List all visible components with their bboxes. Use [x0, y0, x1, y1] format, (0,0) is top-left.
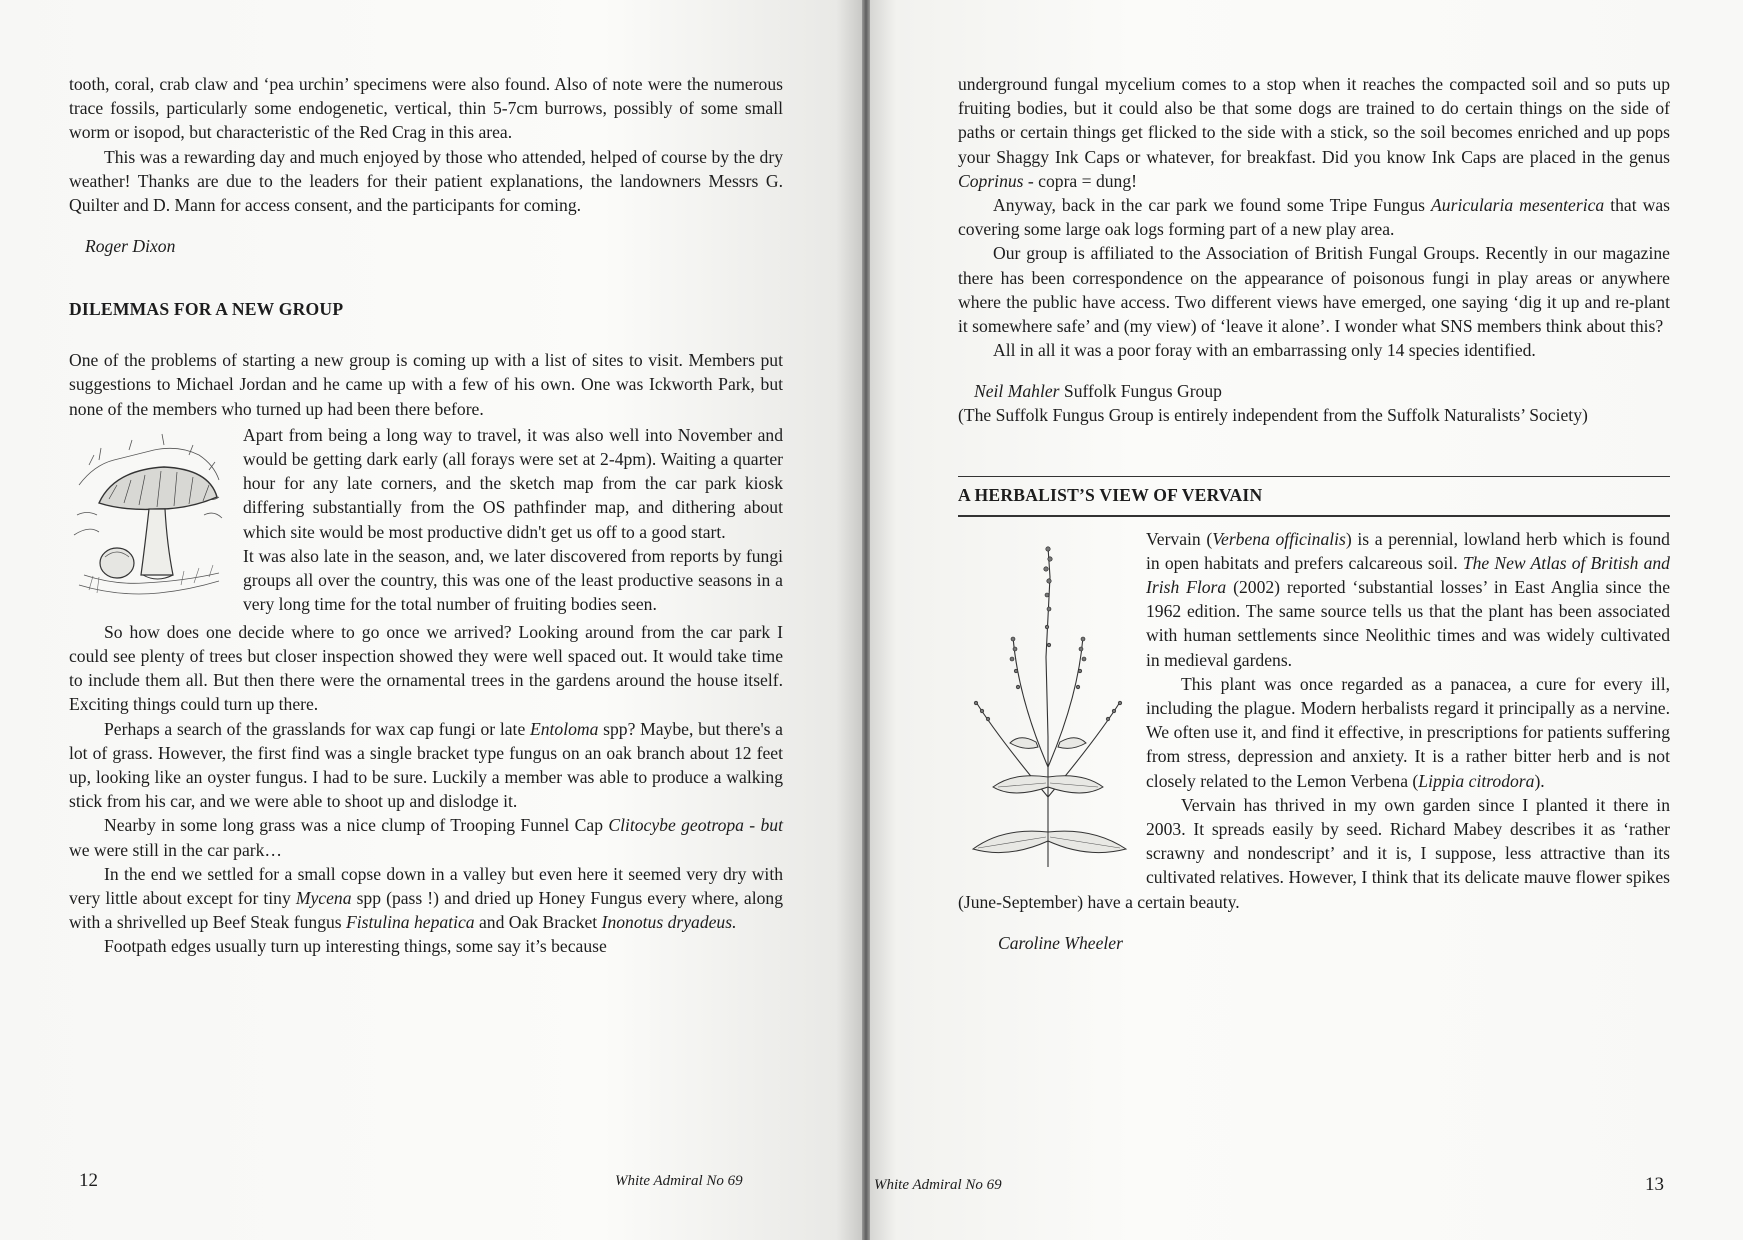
paragraph: This plant was once regarded as a panacea, a cure for every ill, including the plague. Modern herbalists regard it principally as a nervine. We often use it, and find it effective, in prescriptions for patients suffering from stress, depression and anxiety. It is a rather bitter herb and is not closely related to the Lemon Verbena (Lippia citrodora). [1146, 673, 1670, 791]
author-signature: Caroline Wheeler [998, 932, 1123, 953]
right-page [870, 0, 1743, 1240]
paragraph: Vervain (Verbena officinalis) is a perennial, lowland herb which is found in open habitats and prefers calcareous soil. The New Atlas of British and Irish Flora (2002) reported ‘substantial losses’ in East Anglia since the 1962 edition. The same source tells us that the plant has been associated with human settlements since Neolithic times and was widely cultivated in medieval gardens. [1146, 528, 1671, 670]
paragraph: In the end we settled for a small copse down in a valley but even here it seemed very dry with very little about except for tiny Mycena spp (pass !) and dried up Honey Fungus every where, along with a shrivelled up Beef Steak fungus Fistulina hepatica and Oak Bracket Inonotus dryadeus. [69, 863, 783, 933]
paragraph: Anyway, back in the car park we found some Tripe Fungus Auricularia mesenterica that was covering some large oak logs forming part of a new play area. [958, 195, 1670, 240]
mushroom-illustration [69, 425, 237, 620]
paragraph: underground fungal mycelium comes to a stop when it reaches the compacted soil and so puts up fruiting bodies, but it could also be that some dogs are trained to do certain things on the side of paths or certain things get flicked to the side with a stick, so the soil becomes enriched and up pops your Shaggy Ink Caps or whatever, for breakfast. Did you know Ink Caps are placed in the genus Coprinus - copra = dung! [958, 74, 1670, 191]
paragraph: Footpath edges usually turn up interesting things, some say it’s because [104, 936, 607, 957]
paragraph: Apart from being a long way to travel, it was also well into November and would be getting dark early (all forays were set at 2-4pm). Waiting a quarter hour for any late corners, and the sketch map from the car park kiosk differing substantially from the OS pathfinder map, and dithering about which site would be most productive didn't get us off to a good start. [243, 424, 783, 542]
paragraph: So how does one decide where to go once we arrived? Looking around from the car park I could see plenty of trees but closer inspection showed they were well spaced out. It would take time to include them all. But then there were the ornamental trees in the gardens around the house itself. Exciting things could turn up there. [69, 621, 783, 715]
paragraph: Perhaps a search of the grasslands for wax cap fungi or late Entoloma spp? Maybe, but there's a lot of grass. However, the first find was a single bracket type fungus on an oak branch about 12 feet up, looking like an oyster fungus. I had to be sure. Luckily a member was able to produce a walking stick from his car, and we were able to shoot up and dislodge it. [69, 718, 783, 812]
article-heading: DILEMMAS FOR A NEW GROUP [69, 299, 344, 320]
article-heading: A HERBALIST’S VIEW OF VERVAIN [958, 484, 1263, 505]
footer-magazine: White Admiral No 69 [615, 1173, 743, 1189]
right-page-text-column [958, 72, 1670, 955]
footer-magazine: White Admiral No 69 [874, 1177, 1002, 1193]
mushroom-sketch-icon [69, 425, 229, 605]
book-gutter [862, 0, 870, 1240]
paragraph: Nearby in some long grass was a nice clump of Trooping Funnel Cap Clitocybe geotropa - but we were still in the car park… [69, 815, 783, 860]
left-page-text-column [69, 72, 783, 959]
left-page [0, 0, 862, 1240]
paragraph: This was a rewarding day and much enjoyed by those who attended, helped of course by the dry weather! Thanks are due to the leaders for their patient explanations, the landowners Messrs G. Quilter and D. Mann for access consent, and the participants for coming. [69, 146, 783, 216]
paragraph: Vervain has thrived in my own garden since I planted it there in 2003. It spreads easily by seed. Richard Mabey describes it as ‘rather scrawny and nondescript’ and it is, I suppose, less attractive than its cultivated relatives. However, I think that its delicate mauve flower spikes (June-September) have a certain beauty. [958, 794, 1670, 912]
paragraph: All in all it was a poor foray with an embarrassing only 14 species identified. [993, 340, 1536, 361]
paragraph: It was also late in the season, and, we later discovered from reports by fungi groups all over the country, this was one of the least productive seasons in a very long time for the total number of fruiting bodies seen. [243, 545, 783, 615]
editor-note: (The Suffolk Fungus Group is entirely independent from the Suffolk Naturalists’ Society) [958, 405, 1588, 426]
author-signature: Neil Mahler Suffolk Fungus Group [974, 381, 1222, 402]
vervain-plant-icon [958, 537, 1138, 867]
author-signature: Roger Dixon [85, 236, 176, 257]
page-number: 13 [1645, 1174, 1664, 1195]
paragraph: One of the problems of starting a new group is coming up with a list of sites to visit. Members put suggestions to Michael Jordan and he came up with a few of his own. One was Ickworth Park, but none of the members who turned up had been there before. [69, 350, 783, 419]
vervain-illustration [958, 537, 1146, 873]
page-number: 12 [79, 1170, 98, 1191]
paragraph: Our group is affiliated to the Association of British Fungal Groups. Recently in our magazine there has been correspondence on the appearance of poisonous fungi in play areas or anywhere where the public have access. Two different views have emerged, one saying ‘dig it up and re-plant it somewhere safe’ and (my view) of ‘leave it alone’. I wonder what SNS members think about this? [958, 243, 1670, 337]
paragraph: tooth, coral, crab claw and ‘pea urchin’ specimens were also found. Also of note were the numerous trace fossils, particularly some endogenetic, vertical, thin 5-7cm burrows, possibly of some small worm or isopod, but characteristic of the Red Crag in this area. [69, 74, 783, 143]
heading-rule-top [958, 476, 1670, 477]
heading-rule-bottom [958, 515, 1670, 517]
